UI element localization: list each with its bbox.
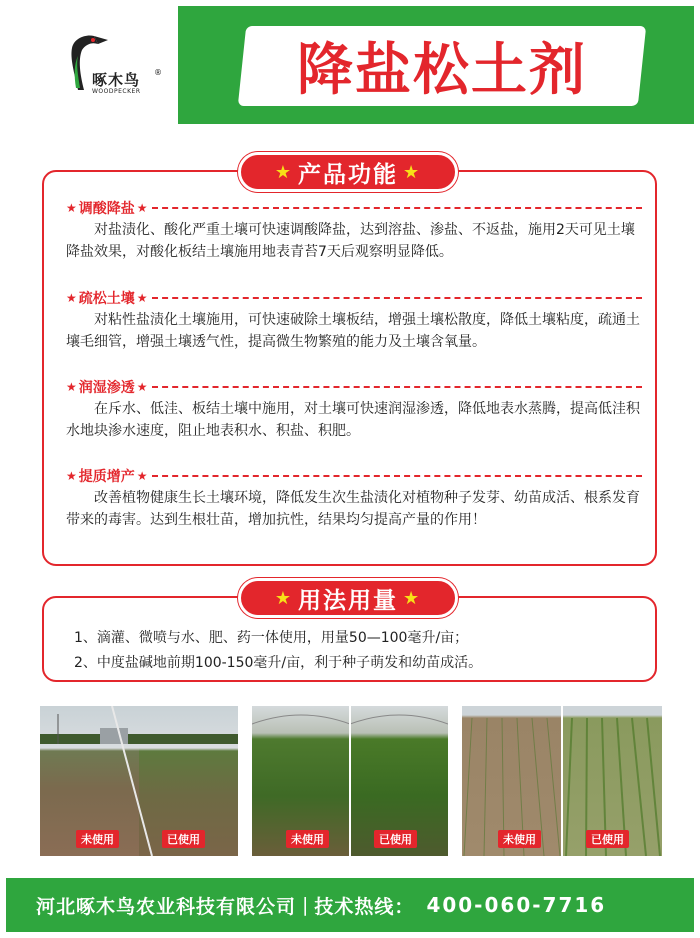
feature-heading-4 bbox=[66, 466, 642, 486]
logo-chinese-name: 啄木鸟 bbox=[92, 71, 141, 89]
seedling-rows-detail bbox=[462, 706, 662, 856]
before-tag: 未使用 bbox=[286, 830, 329, 848]
logo bbox=[6, 6, 178, 124]
star-icon: ★ bbox=[66, 291, 77, 305]
before-tag: 未使用 bbox=[498, 830, 541, 848]
star-icon: ★ bbox=[66, 380, 77, 394]
greenhouse-scene-detail bbox=[252, 706, 448, 856]
after-tag: 已使用 bbox=[162, 830, 205, 848]
logo-english-name: WOODPECKER bbox=[92, 88, 141, 95]
feature-text-3: 在斥水、低洼、板结土壤中施用，对土壤可快速润湿渗透，降低地表水蒸腾，提高低洼积水地块渗水速度，阻止地表积水、积盐、积肥。 bbox=[66, 401, 640, 439]
after-tag: 已使用 bbox=[586, 830, 629, 848]
company-name: 河北啄木鸟农业科技有限公司 bbox=[36, 895, 297, 918]
star-icon: ★ bbox=[136, 201, 148, 215]
star-icon: ★ bbox=[274, 161, 293, 183]
feature-heading-3 bbox=[66, 377, 642, 397]
star-icon: ★ bbox=[136, 291, 148, 305]
feature-heading-2 bbox=[66, 288, 642, 308]
star-icon: ★ bbox=[136, 380, 148, 394]
usage-line-1: 1、滴灌、微喷与水、肥、药一体使用，用量50—100毫升/亩； bbox=[74, 630, 469, 646]
star-icon: ★ bbox=[66, 469, 77, 483]
field-scene-detail bbox=[40, 706, 238, 856]
feature-title: 疏松土壤 bbox=[78, 291, 135, 307]
dashed-divider bbox=[152, 475, 642, 477]
comparison-photo-seedlings bbox=[462, 706, 662, 856]
dashed-divider bbox=[152, 207, 642, 209]
comparison-photo-greenhouse bbox=[252, 706, 448, 856]
hotline-label: 技术热线： bbox=[314, 895, 415, 918]
feature-title: 提质增产 bbox=[78, 469, 135, 485]
registered-mark: ® bbox=[154, 68, 162, 77]
hotline-phone: 400-060-7716 bbox=[426, 893, 607, 917]
comparison-photo-field bbox=[40, 706, 238, 856]
after-tag: 已使用 bbox=[374, 830, 417, 848]
footer-banner bbox=[6, 878, 694, 932]
feature-text-4: 改善植物健康生长土壤环境，降低发生次生盐渍化对植物种子发芽、幼苗成活、根系发育带来的毒害。达到生根壮苗，增加抗性，结果均匀提高产量的作用！ bbox=[66, 490, 640, 528]
feature-text-1: 对盐渍化、酸化严重土壤可快速调酸降盐，达到溶盐、渗盐、不返盐，施用2天可见土壤降盐效果，对酸化板结土壤施用地表青苔7天后观察明显降低。 bbox=[66, 222, 635, 260]
product-title: 降盐松土剂 bbox=[297, 38, 587, 103]
feature-title: 调酸降盐 bbox=[78, 201, 135, 217]
usage-line-2: 2、中度盐碱地前期100-150毫升/亩，利于种子萌发和幼苗成活。 bbox=[74, 655, 483, 671]
usage-heading-pill bbox=[238, 578, 458, 618]
star-icon: ★ bbox=[403, 161, 422, 183]
star-icon: ★ bbox=[274, 587, 293, 609]
star-icon: ★ bbox=[66, 201, 77, 215]
feature-text-2: 对粘性盐渍化土壤施用，可快速破除土壤板结，增强土壤松散度，降低土壤粘度，疏通土壤毛细管，增强土壤透气性，提高微生物繁殖的能力及土壤含氧量。 bbox=[66, 312, 640, 350]
footer-separator: | bbox=[302, 894, 309, 916]
usage-heading: 用法用量 bbox=[298, 587, 398, 614]
dashed-divider bbox=[152, 386, 642, 388]
feature-title: 润湿渗透 bbox=[78, 380, 135, 396]
dashed-divider bbox=[152, 297, 642, 299]
feature-heading-1 bbox=[66, 198, 642, 218]
before-tag: 未使用 bbox=[76, 830, 119, 848]
features-heading-pill bbox=[238, 152, 458, 192]
features-heading: 产品功能 bbox=[298, 161, 398, 188]
star-icon: ★ bbox=[136, 469, 148, 483]
star-icon: ★ bbox=[403, 587, 422, 609]
